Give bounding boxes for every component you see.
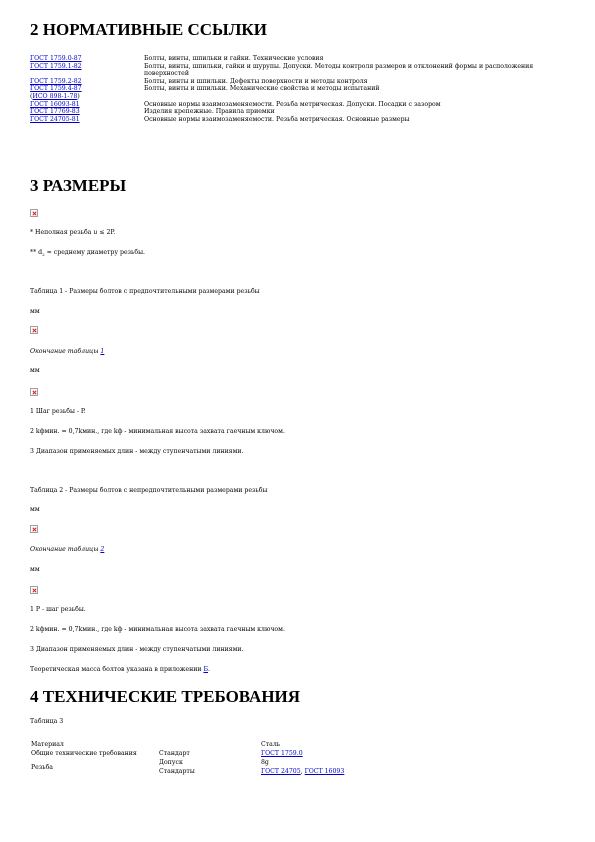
ref-text: Изделия крепежные. Правила приемки [144,108,275,116]
cell-material-label: Материал [31,741,64,748]
ref-link[interactable]: ГОСТ 1759.2-82 [30,77,82,85]
appendix-link[interactable]: Б [203,666,209,673]
section-3-heading: 3 РАЗМЕРЫ [30,176,127,195]
ref-row [30,63,554,78]
unit-label: мм [30,308,40,315]
mass-note: Теоретическая масса болтов указана в приложении Б. [30,666,210,673]
gost-24705-link[interactable]: ГОСТ 24705 [261,768,301,775]
table-1-link[interactable]: 1 [100,348,105,355]
technical-requirements-table [30,740,382,776]
broken-image-icon [30,388,38,396]
table-row [30,749,382,758]
ref-text: Болты, винты и шпильки. Механические свойства и методы испытаний [144,85,380,93]
table-3-caption: Таблица 3 [30,718,64,725]
ref-text: Основные нормы взаимозаменяемости. Резьба метрическая. Основные размеры [144,115,410,123]
ref-text: Болты, винты, шпильки и гайки. Технические условия [144,55,324,62]
cell-material-value: Сталь [261,741,281,748]
unit-label: мм [30,367,40,374]
cell-tolerance-value: 8g [261,759,269,766]
table-2-note-2: 2 kфмин. = 0,7kмин., где kф - минимальная высота захвата гаечным ключом. [30,626,285,633]
ref-row [30,78,554,86]
cell-standards-value: ГОСТ 24705, ГОСТ 16093 [261,768,345,775]
table-2-caption: Таблица 2 - Размеры болтов с непредпочтительными размерами резьбы [30,487,268,494]
gost-16093-link[interactable]: ГОСТ 16093 [304,768,345,775]
table-2-continuation: Окончание таблицы 2 [30,546,105,553]
footnote-1: * Неполная резьба u ≤ 2P. [30,229,116,236]
ref-link[interactable]: ГОСТ 1759.1-82 [30,62,82,70]
ref-row: ГОСТ 1759.4-87 (ИСО 898-1-78) Болты, винты и шпильки. Механические свойства и методы испытаний [30,85,554,100]
cell-thread-label: Резьба [31,763,53,771]
ref-text: Болты, винты и шпильки. Дефекты поверхности и методы контроля [144,77,368,85]
ref-link[interactable]: ГОСТ 1759.4-87 [30,85,82,93]
ref-link[interactable]: ГОСТ 24705-81 [30,115,80,123]
ref-link[interactable]: ГОСТ 16093-81 [30,100,80,108]
table-2-note-1: 1 P - шаг резьбы. [30,606,86,613]
table-1-continuation: Окончание таблицы 1 [30,348,105,355]
broken-image-icon [30,209,38,217]
section-4-heading: 4 ТЕХНИЧЕСКИЕ ТРЕБОВАНИЯ [30,687,301,706]
unit-label: мм [30,566,40,573]
section-2-heading: 2 НОРМАТИВНЫЕ ССЫЛКИ [30,20,267,39]
ref-row [30,116,554,124]
broken-image-icon [30,326,38,334]
table-row [30,758,382,767]
ref-link-iso[interactable]: ИСО 898-1-78 [32,92,78,100]
cell-tolerance-label: Допуск [159,759,183,766]
table-1-note-1: 1 Шаг резьбы - P. [30,408,86,415]
ref-link[interactable]: ГОСТ 17769-83 [30,108,80,116]
table-row [30,740,382,749]
ref-row [30,55,554,63]
cell-standards-label: Стандарты [159,768,195,775]
broken-image-icon [30,586,38,594]
table-1-note-3: 3 Диапазон применяемых длин - между ступенчатыми линиями. [30,448,244,455]
table-1-caption: Таблица 1 - Размеры болтов с предпочтительными размерами резьбы [30,288,260,295]
ref-row [30,101,554,109]
table-2-link[interactable]: 2 [100,546,105,553]
footnote-2: ** $d_2$ ≈ среднему диаметру резьбы. [30,249,145,258]
ref-text: Основные нормы взаимозаменяемости. Резьба метрическая. Допуски. Посадки с зазором [144,100,441,108]
table-1-note-2: 2 kфмин. = 0,7kмин., где kф - минимальная высота захвата гаечным ключом. [30,428,285,435]
ref-text: Болты, винты, шпильки, гайки и шурупы. Допуски. Методы контроля размеров и отклонений формы и расположения поверхностей [144,62,534,78]
ref-row [30,108,554,116]
normative-references-table [30,55,554,123]
unit-label: мм [30,506,40,513]
broken-image-icon [30,525,38,533]
gost-1759-0-link[interactable]: ГОСТ 1759.0 [261,750,303,757]
cell-general-label: Общие технические требования [31,750,137,757]
table-2-note-3: 3 Диапазон применяемых длин - между ступенчатыми линиями. [30,646,244,653]
ref-link[interactable]: ГОСТ 1759.0-87 [30,55,82,62]
cell-general-std: Стандарт [159,750,190,757]
